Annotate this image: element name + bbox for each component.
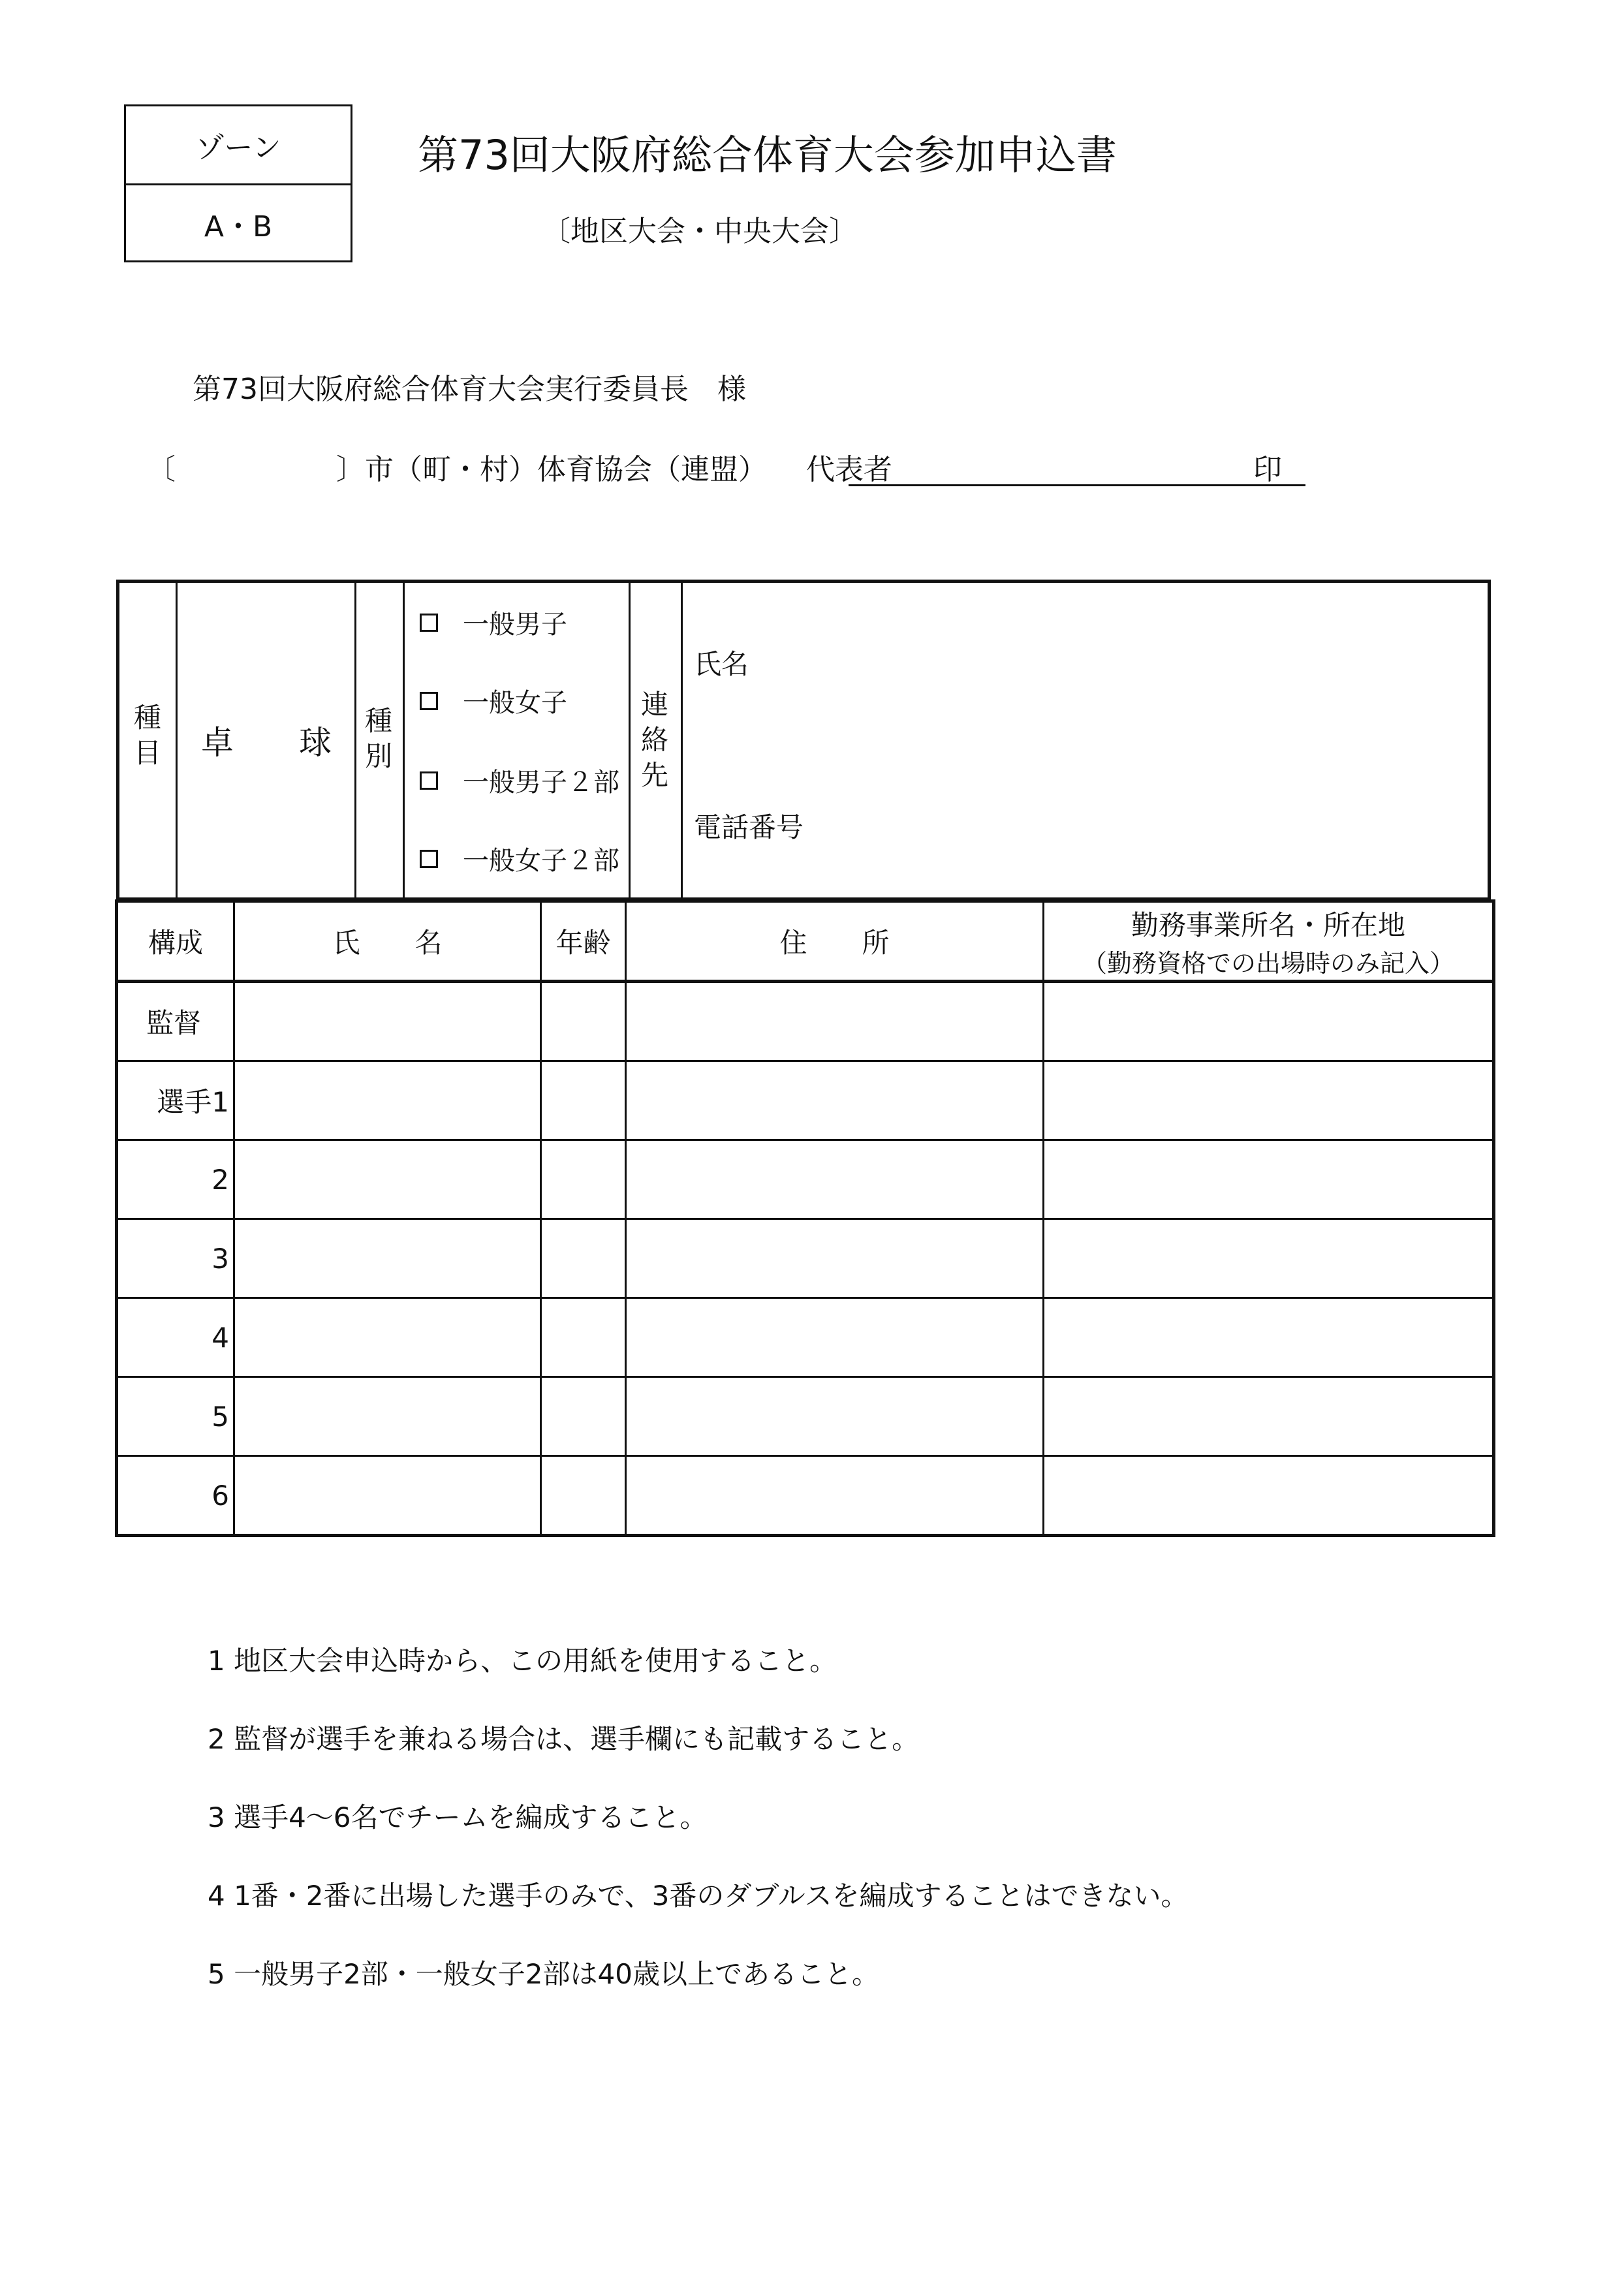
- contact-phone-field[interactable]: [870, 785, 1458, 863]
- category-label: [362, 704, 395, 774]
- event-value: 卓 球: [201, 724, 332, 762]
- event-label-char-2: 目: [133, 737, 161, 769]
- address-cell[interactable]: [626, 1377, 1044, 1456]
- category-label-char-1: 種: [364, 705, 392, 737]
- checkbox[interactable]: [420, 850, 438, 868]
- name-cell[interactable]: [234, 1456, 541, 1536]
- row-label: 選手1: [117, 1061, 234, 1140]
- header-workplace: [1044, 901, 1494, 982]
- table-row: [117, 1456, 1494, 1536]
- representative-underline[interactable]: [849, 484, 1305, 486]
- header-age: 年齢: [541, 901, 626, 982]
- header-role: 構成: [117, 901, 234, 982]
- zone-box: [124, 104, 352, 262]
- category-option-label: 一般女子２部: [463, 846, 619, 876]
- event-label-char-1: 種: [133, 702, 161, 734]
- association-suffix: 〕市（町・村）体育協会（連盟）: [336, 453, 767, 486]
- divider: [403, 583, 405, 897]
- seal-mark: 印: [1253, 453, 1282, 486]
- checkbox[interactable]: [420, 771, 438, 790]
- table-row: [117, 1061, 1494, 1140]
- divider: [354, 583, 356, 897]
- event-info-box: [116, 580, 1491, 901]
- note-item: 2 監督が選手を兼ねる場合は、選手欄にも記載すること。: [208, 1723, 920, 1755]
- row-label: 6: [117, 1456, 234, 1536]
- name-cell[interactable]: [234, 982, 541, 1061]
- age-cell[interactable]: [541, 982, 626, 1061]
- table-row: [117, 1219, 1494, 1298]
- category-option[interactable]: [420, 762, 619, 799]
- row-label: 2: [117, 1140, 234, 1219]
- row-label: 5: [117, 1377, 234, 1456]
- form-subtitle: 〔地区大会・中央大会〕: [542, 215, 858, 248]
- zone-value: A・B: [126, 183, 351, 262]
- note-item: 5 一般男子2部・一般女子2部は40歳以上であること。: [208, 1958, 879, 1990]
- zone-label: ゾーン: [195, 131, 281, 164]
- roster-table: [115, 899, 1495, 1537]
- row-label: 監督: [117, 982, 234, 1061]
- name-cell[interactable]: [234, 1140, 541, 1219]
- category-option-label: 一般男子: [463, 610, 567, 640]
- address-cell[interactable]: [626, 1061, 1044, 1140]
- workplace-cell[interactable]: [1044, 1061, 1494, 1140]
- category-label-char-2: 別: [364, 740, 392, 772]
- address-cell[interactable]: [626, 1298, 1044, 1377]
- category-option-label: 一般男子２部: [463, 768, 619, 798]
- contact-label-char-3: 先: [640, 759, 668, 791]
- event-label: [131, 700, 164, 771]
- name-cell[interactable]: [234, 1061, 541, 1140]
- divider: [681, 583, 683, 897]
- name-cell[interactable]: [234, 1219, 541, 1298]
- age-cell[interactable]: [541, 1219, 626, 1298]
- address-cell[interactable]: [626, 1140, 1044, 1219]
- age-cell[interactable]: [541, 1377, 626, 1456]
- row-label: 4: [117, 1298, 234, 1377]
- contact-label: [638, 687, 672, 793]
- age-cell[interactable]: [541, 1298, 626, 1377]
- category-option[interactable]: [420, 682, 567, 719]
- workplace-cell[interactable]: [1044, 1140, 1494, 1219]
- form-title: 第73回大阪府総合体育大会参加申込書: [418, 131, 1117, 179]
- header-address: 住 所: [626, 901, 1044, 982]
- note-item: 1 地区大会申込時から、この用紙を使用すること。: [208, 1645, 837, 1677]
- workplace-cell[interactable]: [1044, 982, 1494, 1061]
- age-cell[interactable]: [541, 1456, 626, 1536]
- table-row: [117, 1140, 1494, 1219]
- header-workplace-note: （勤務資格での出場時のみ記入）: [1082, 948, 1454, 978]
- row-label: 3: [117, 1219, 234, 1298]
- contact-label-char-1: 連: [640, 689, 668, 721]
- bracket-open: 〔: [147, 453, 176, 486]
- contact-phone-label: 電話番号: [694, 811, 804, 843]
- workplace-cell[interactable]: [1044, 1377, 1494, 1456]
- category-option-label: 一般女子: [463, 688, 567, 718]
- table-row: [117, 1298, 1494, 1377]
- header-name: 氏 名: [234, 901, 541, 982]
- contact-label-char-2: 絡: [640, 724, 668, 756]
- category-option[interactable]: [420, 604, 567, 641]
- table-row: [117, 1377, 1494, 1456]
- header-workplace-title: 勤務事業所名・所在地: [1131, 909, 1405, 941]
- address-cell[interactable]: [626, 982, 1044, 1061]
- address-cell[interactable]: [626, 1219, 1044, 1298]
- workplace-cell[interactable]: [1044, 1456, 1494, 1536]
- table-row: [117, 982, 1494, 1061]
- note-item: 4 1番・2番に出場した選手のみで、3番のダブルスを編成することはできない。: [208, 1880, 1189, 1912]
- addressee: 第73回大阪府総合体育大会実行委員長 様: [193, 373, 746, 406]
- age-cell[interactable]: [541, 1140, 626, 1219]
- name-cell[interactable]: [234, 1377, 541, 1456]
- address-cell[interactable]: [626, 1456, 1044, 1536]
- representative-label: 代表者: [806, 453, 892, 486]
- contact-name-label: 氏名: [694, 648, 749, 680]
- divider: [176, 583, 178, 897]
- contact-name-field[interactable]: [837, 622, 1458, 700]
- checkbox[interactable]: [420, 692, 438, 710]
- divider: [629, 583, 631, 897]
- checkbox[interactable]: [420, 614, 438, 632]
- age-cell[interactable]: [541, 1061, 626, 1140]
- roster-header-row: [117, 901, 1494, 982]
- note-item: 3 選手4～6名でチームを編成すること。: [208, 1801, 708, 1833]
- workplace-cell[interactable]: [1044, 1298, 1494, 1377]
- workplace-cell[interactable]: [1044, 1219, 1494, 1298]
- category-option[interactable]: [420, 840, 619, 877]
- name-cell[interactable]: [234, 1298, 541, 1377]
